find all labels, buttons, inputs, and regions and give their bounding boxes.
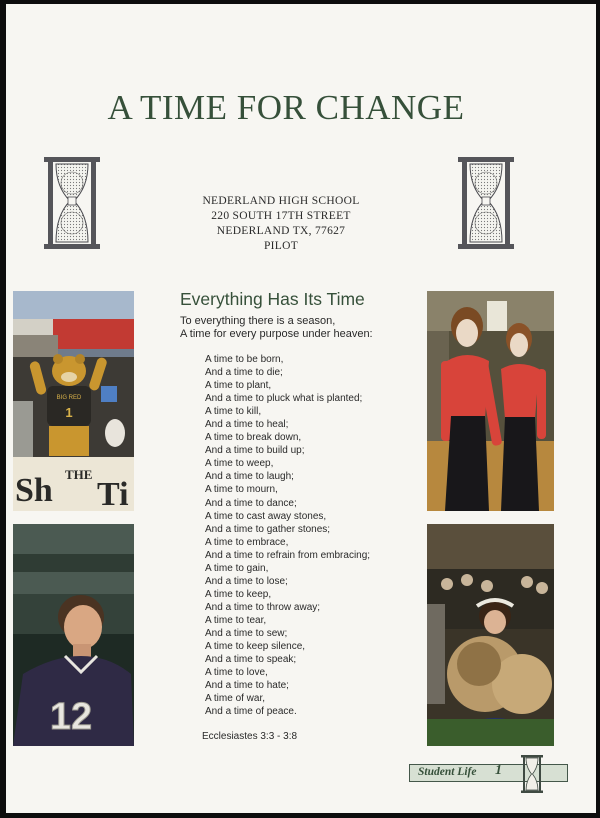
photo-dance-performers	[427, 291, 554, 511]
verse-line: A time to keep,	[205, 588, 272, 600]
page-number: 1	[495, 763, 502, 778]
verse-line: A time to gain,	[205, 562, 269, 574]
verse-line: A time of war,	[205, 693, 266, 705]
banner-letters-3: Ti	[97, 476, 129, 511]
page-title: A TIME FOR CHANGE	[107, 88, 465, 127]
verse-line: And a time to build up;	[205, 445, 305, 457]
player-jersey-number: 12	[49, 696, 93, 738]
photo-mascot	[13, 291, 134, 511]
school-address	[166, 194, 396, 254]
street-address: 220 SOUTH 17TH STREET	[211, 210, 351, 222]
verse-line: A time to kill,	[205, 406, 262, 418]
verse-line: And a time to gather stones;	[205, 523, 331, 535]
hourglass-icon	[520, 755, 544, 793]
verse-line: A time to plant,	[205, 380, 272, 392]
yearbook-page	[6, 4, 596, 813]
intro-line: A time for every purpose under heaven:	[180, 327, 373, 340]
hourglass-icon	[456, 157, 516, 249]
verse-line: A time to weep,	[205, 458, 274, 470]
verse-line: And a time of peace.	[205, 706, 297, 718]
verse-line: And a time to sew;	[205, 627, 288, 639]
photo-cheerleader	[427, 524, 554, 746]
verse-line: And a time to speak;	[205, 654, 297, 666]
poem-verses	[205, 353, 370, 718]
school-name: NEDERLAND HIGH SCHOOL	[202, 195, 360, 207]
verse-line: And a time to pluck what is planted;	[205, 393, 363, 405]
verse-line: A time to tear,	[205, 614, 267, 626]
poem-title: Everything Has Its Time	[180, 289, 365, 309]
poem-citation: Ecclesiastes 3:3 - 3:8	[202, 731, 298, 742]
photo-football-player	[13, 524, 134, 746]
verse-line: A time to mourn,	[205, 484, 278, 496]
verse-line: A time to love,	[205, 667, 268, 679]
city-state-zip: NEDERLAND TX, 77627	[216, 225, 346, 237]
verse-line: A time to embrace,	[205, 536, 289, 548]
hourglass-icon	[42, 157, 102, 249]
intro-line: To everything there is a season,	[180, 315, 336, 327]
footer-section-label: Student Life	[418, 766, 477, 778]
verse-line: And a time to throw away;	[205, 601, 321, 613]
verse-line: And a time to laugh;	[205, 471, 294, 483]
banner-letters-1: Sh	[15, 472, 53, 509]
verse-line: And a time to die;	[205, 367, 283, 379]
verse-line: A time to be born,	[205, 354, 284, 365]
verse-line: And a time to refrain from embracing;	[205, 549, 371, 561]
verse-line: And a time to hate;	[205, 680, 289, 692]
banner-letters-2: THE	[65, 467, 93, 482]
verse-line: A time to break down,	[205, 432, 302, 444]
poem-intro	[180, 315, 373, 340]
mascot-shirt-text: BIG RED	[56, 395, 82, 401]
mascot-shirt-number: 1	[65, 405, 73, 420]
verse-line: And a time to lose;	[205, 575, 288, 587]
verse-line: And a time to dance;	[205, 497, 297, 509]
verse-line: A time to cast away stones,	[205, 510, 327, 522]
verse-line: A time to keep silence,	[205, 641, 306, 653]
publication-name: PILOT	[263, 240, 299, 252]
verse-line: And a time to heal;	[205, 419, 289, 431]
